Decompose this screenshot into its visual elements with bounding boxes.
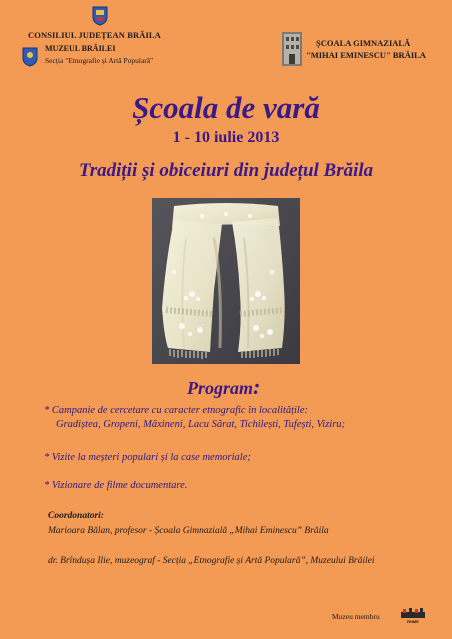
program-heading-label: Program [187,378,254,398]
museum-name: MUZEUL BRĂILEI [45,44,116,53]
brăila-county-crest-icon [92,6,108,26]
coordinators-label: Coordonatori: [48,511,104,521]
embroidered-scarf-illustration [152,198,300,364]
program-item-research: * Campanie de cercetare cu caracter etnografic în localitățile: [44,405,308,416]
museum-member-label: Muzeu membru [332,612,380,621]
event-dates: 1 - 10 iulie 2013 [172,129,280,146]
coordinator-1: Marioara Bălan, profesor - Școala Gimnazială „Mihai Eminescu” Brăila [48,526,329,536]
poster-title: Școala de vară [132,90,320,125]
coordinator-2: dr. Brîndușa Ilie, muzeograf - Secția „Etnografie și Artă Populară”, Muzeului Brăilei [48,556,375,566]
museum-crest-icon [22,47,38,67]
school-name-line2: "MIHAI EMINESCU" BRĂILA [306,50,426,60]
poster-subtitle: Tradiții și obiceiuri din județul Brăila [78,160,374,181]
rnme-logo-text: RNME [407,619,419,624]
embroidered-scarf-photo [152,198,300,364]
program-item-films: * Vizionare de filme documentare. [44,480,188,491]
program-item-research-localities: Gradiștea, Gropeni, Măxineni, Lacu Sărat, Tichilești, Tufești, Viziru; [56,419,346,430]
school-building-photo [282,32,302,66]
program-heading [187,374,260,400]
program-item-visits: * Vizite la meșteri populari și la case memoriale; [44,452,251,463]
county-council-name: CONSILIUL JUDEȚEAN BRĂILA [28,30,161,40]
museum-section: Secția "Etnografie și Artă Populară" [45,56,154,65]
school-name-line1: ȘCOALA GIMNAZIALĂ [316,38,411,48]
program-heading-colon: : [253,374,261,399]
